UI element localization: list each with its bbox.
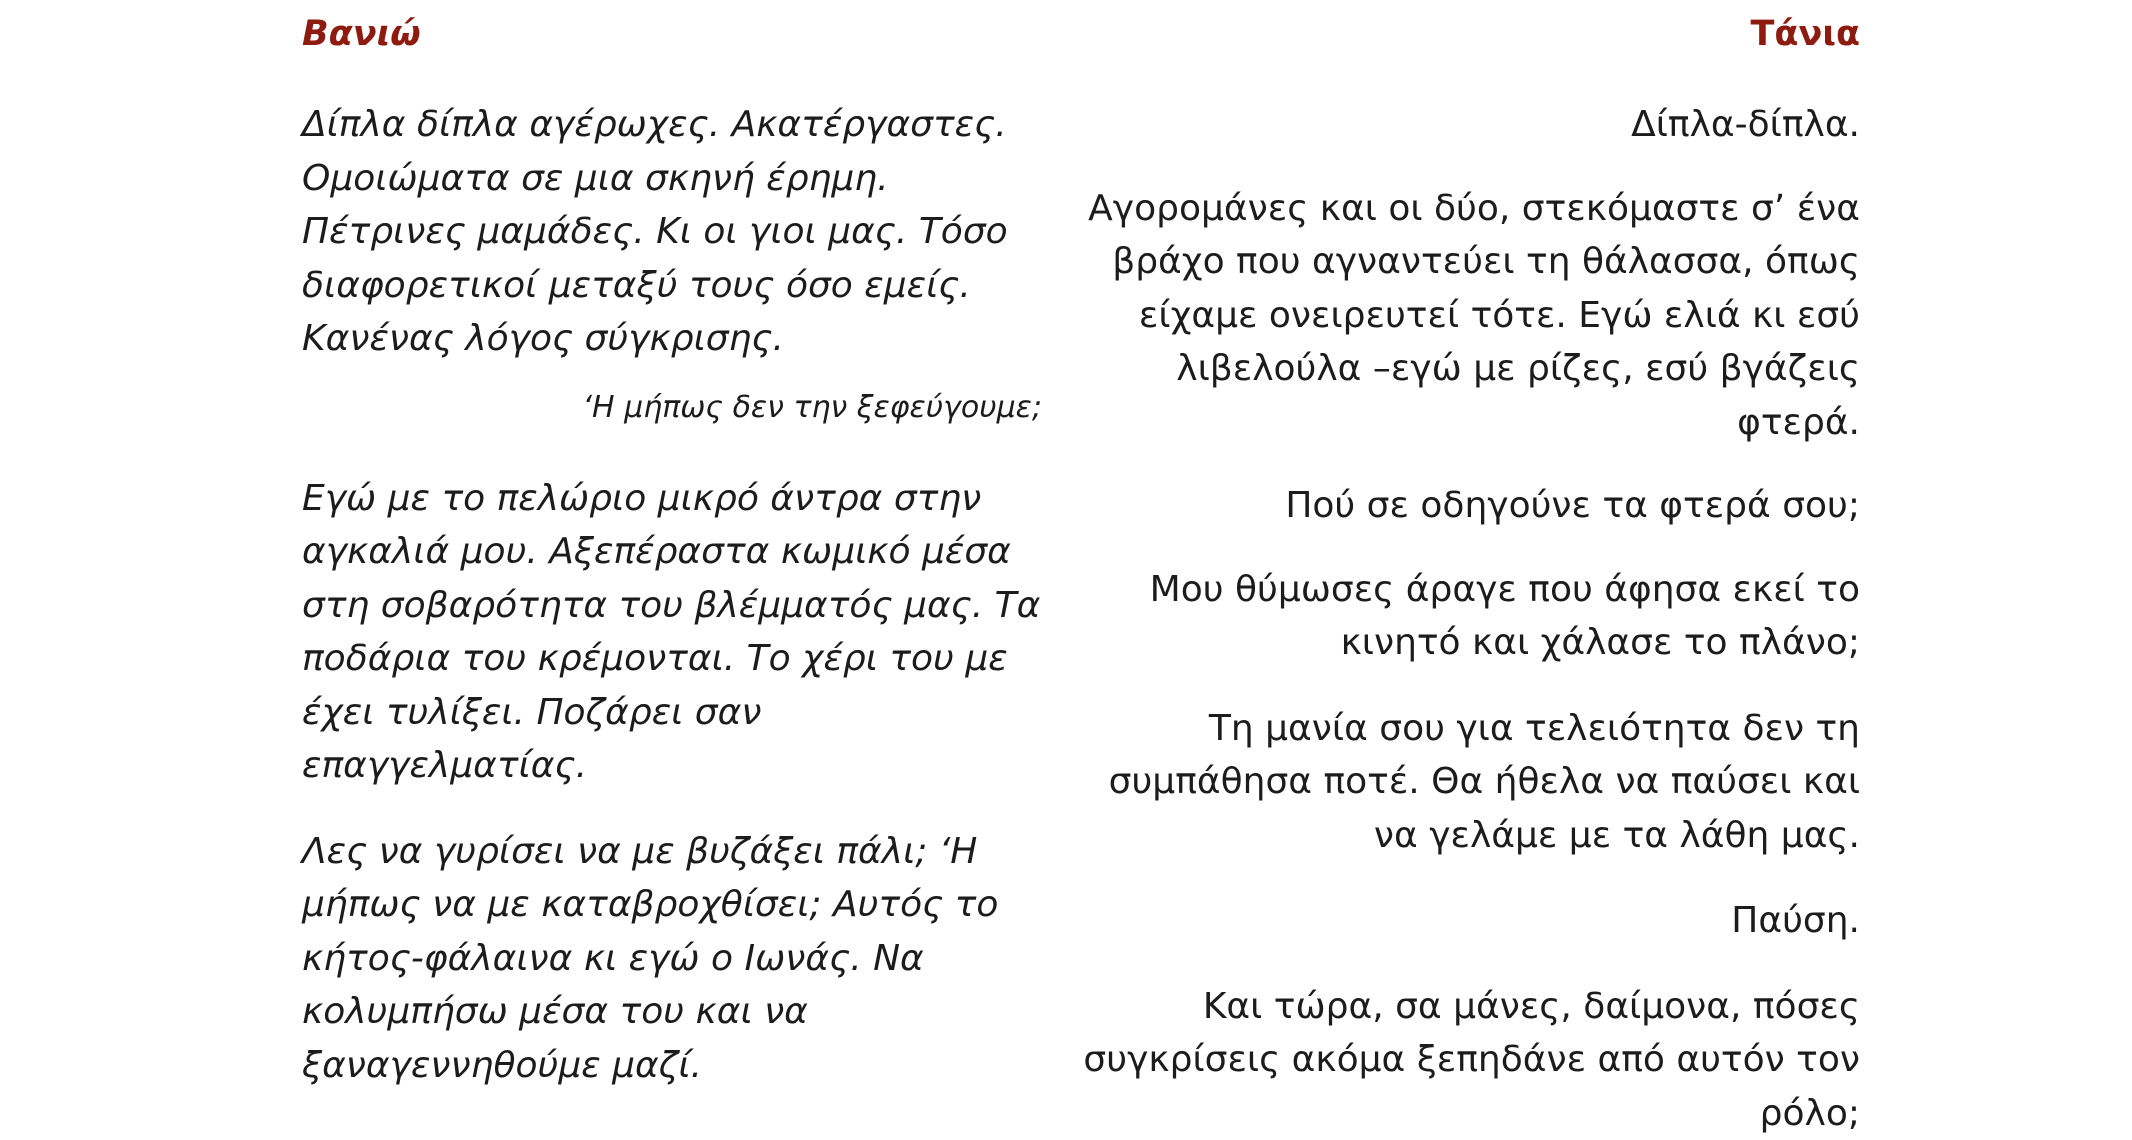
left-column-vanio bbox=[302, 0, 1042, 1092]
left-paragraph-3: Λες να γυρίσει να με βυζάξει πάλι; ‘Η μήπως να με καταβροχθίσει; Αυτός το κήτος-φάλαινα κι εγώ ο Ιωνάς. Να κολυμπήσω μέσα του και να ξαναγεννηθούμε μαζί. bbox=[302, 825, 1042, 1093]
speaker-name-left: Βανιώ bbox=[302, 10, 1042, 58]
left-paragraph-1: Δίπλα δίπλα αγέρωχες. Ακατέργαστες. Ομοιώματα σε μια σκηνή έρημη. Πέτρινες μαμάδες. Κι οι γιοι μας. Τόσο διαφορετικοί μεταξύ τους όσο εμείς. Κανένας λόγος σύγκρισης. bbox=[302, 98, 1042, 366]
right-paragraph-6: Παύση. bbox=[1070, 894, 1860, 948]
right-column-tania bbox=[1070, 0, 1860, 1140]
right-paragraph-3: Πού σε οδηγούνε τα φτερά σου; bbox=[1070, 479, 1860, 533]
left-paragraph-2: Εγώ με το πελώριο μικρό άντρα στην αγκαλιά μου. Αξεπέραστα κωμικό μέσα στη σοβαρότητα του βλέμματός μας. Τα ποδάρια του κρέμονται. Το χέρι του με έχει τυλίξει. Ποζάρει σαν επαγγελματίας. bbox=[302, 472, 1042, 793]
left-aside-line: ‘Η μήπως δεν την ξεφεύγουμε; bbox=[302, 388, 1042, 428]
right-paragraph-2: Αγορομάνες και οι δύο, στεκόμαστε σ’ ένα βράχο που αγναντεύει τη θάλασσα, όπως είχαμε ονειρευτεί τότε. Εγώ ελιά κι εσύ λιβελούλα –εγώ με ρίζες, εσύ βγάζεις φτερά. bbox=[1070, 182, 1860, 450]
right-paragraph-5: Τη μανία σου για τελειότητα δεν τη συμπάθησα ποτέ. Θα ήθελα να παύσει και να γελάμε με τα λάθη μας. bbox=[1070, 702, 1860, 863]
right-paragraph-4: Μου θύμωσες άραγε που άφησα εκεί το κινητό και χάλασε το πλάνο; bbox=[1070, 563, 1860, 670]
right-paragraph-1: Δίπλα-δίπλα. bbox=[1070, 98, 1860, 152]
right-paragraph-7: Και τώρα, σα μάνες, δαίμονα, πόσες συγκρίσεις ακόμα ξεπηδάνε από αυτόν τον ρόλο; bbox=[1070, 980, 1860, 1140]
speaker-name-right: Τάνια bbox=[1070, 10, 1860, 58]
